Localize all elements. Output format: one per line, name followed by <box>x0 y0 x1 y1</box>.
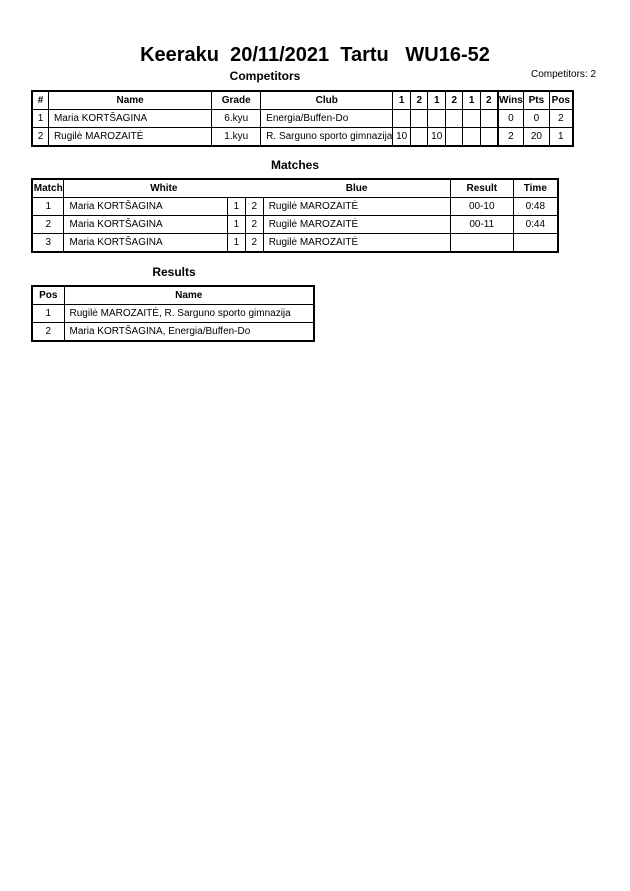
competitor-name: Maria KORTŠAGINA <box>48 110 211 128</box>
competitor-pts: 0 <box>524 110 549 128</box>
match-result <box>450 234 513 253</box>
header-name: Name <box>48 91 211 110</box>
table-row <box>32 128 573 147</box>
blue-competitor: Rugilė MAROZAITĖ <box>263 234 450 253</box>
match-time: 0:44 <box>513 216 558 234</box>
competitor-name: Rugilė MAROZAITĖ <box>48 128 211 147</box>
score-cell: 10 <box>393 128 411 147</box>
matches-header-row <box>32 179 558 198</box>
competitor-club: R. Sarguno sporto gimnazija <box>261 128 393 147</box>
score-cell <box>480 128 497 147</box>
competitor-club: Energia/Buffen-Do <box>261 110 393 128</box>
header-name: Name <box>64 286 314 305</box>
header-time: Time <box>513 179 558 198</box>
blue-competitor: Rugilė MAROZAITĖ <box>263 198 450 216</box>
header-score-1: 1 <box>393 91 411 110</box>
header-blue: Blue <box>263 179 450 198</box>
score-cell <box>428 110 446 128</box>
competitors-count: Competitors: 2 <box>531 69 597 80</box>
header-pts: Pts <box>524 91 549 110</box>
competitor-num: 2 <box>32 128 48 147</box>
score-cell: 10 <box>428 128 446 147</box>
score-cell <box>411 110 428 128</box>
competitor-wins: 2 <box>498 128 524 147</box>
white-index: 1 <box>227 216 245 234</box>
competitors-header-row <box>32 91 573 110</box>
matches-table <box>31 178 559 253</box>
header-num: # <box>32 91 48 110</box>
white-competitor: Maria KORTŠAGINA <box>64 216 227 234</box>
score-cell <box>411 128 428 147</box>
result-pos: 2 <box>32 323 64 342</box>
header-score-4: 2 <box>446 91 463 110</box>
match-time: 0:48 <box>513 198 558 216</box>
matches-heading: Matches <box>270 158 320 172</box>
white-index: 1 <box>227 234 245 253</box>
blue-competitor: Rugilė MAROZAITĖ <box>263 216 450 234</box>
match-number: 3 <box>32 234 64 253</box>
header-result: Result <box>450 179 513 198</box>
result-name: Maria KORTŠAGINA, Energia/Buffen-Do <box>64 323 314 342</box>
competitor-num: 1 <box>32 110 48 128</box>
match-result: 00-11 <box>450 216 513 234</box>
match-number: 2 <box>32 216 64 234</box>
competitor-pos: 1 <box>549 128 573 147</box>
table-row <box>32 305 314 323</box>
score-cell <box>463 110 480 128</box>
blue-index: 2 <box>245 216 263 234</box>
table-row <box>32 198 558 216</box>
competitors-table <box>31 90 574 147</box>
match-number: 1 <box>32 198 64 216</box>
competitors-heading: Competitors <box>229 69 301 83</box>
match-result: 00-10 <box>450 198 513 216</box>
header-pos: Pos <box>32 286 64 305</box>
competitor-pos: 2 <box>549 110 573 128</box>
match-time <box>513 234 558 253</box>
white-competitor: Maria KORTŠAGINA <box>64 198 227 216</box>
header-wins: Wins <box>498 91 524 110</box>
header-score-2: 2 <box>411 91 428 110</box>
blue-index: 2 <box>245 234 263 253</box>
results-header-row <box>32 286 314 305</box>
results-table <box>31 285 315 342</box>
white-competitor: Maria KORTŠAGINA <box>64 234 227 253</box>
header-match: Match <box>32 179 64 198</box>
header-score-3: 1 <box>428 91 446 110</box>
header-grade: Grade <box>212 91 261 110</box>
page-title: Keeraku 20/11/2021 Tartu WU16-52 <box>140 44 490 66</box>
blue-index: 2 <box>245 198 263 216</box>
white-index: 1 <box>227 198 245 216</box>
competitor-grade: 6.kyu <box>212 110 261 128</box>
competitor-grade: 1.kyu <box>212 128 261 147</box>
table-row <box>32 234 558 253</box>
results-heading: Results <box>152 265 196 279</box>
header-white: White <box>64 179 263 198</box>
result-pos: 1 <box>32 305 64 323</box>
competitor-pts: 20 <box>524 128 549 147</box>
header-score-5: 1 <box>463 91 480 110</box>
result-name: Rugilė MAROZAITĖ, R. Sarguno sporto gimnazija <box>64 305 314 323</box>
score-cell <box>446 128 463 147</box>
competitor-wins: 0 <box>498 110 524 128</box>
table-row <box>32 110 573 128</box>
header-club: Club <box>261 91 393 110</box>
table-row <box>32 323 314 342</box>
score-cell <box>393 110 411 128</box>
score-cell <box>446 110 463 128</box>
score-cell <box>463 128 480 147</box>
header-score-6: 2 <box>480 91 497 110</box>
header-pos: Pos <box>549 91 573 110</box>
table-row <box>32 216 558 234</box>
score-cell <box>480 110 497 128</box>
